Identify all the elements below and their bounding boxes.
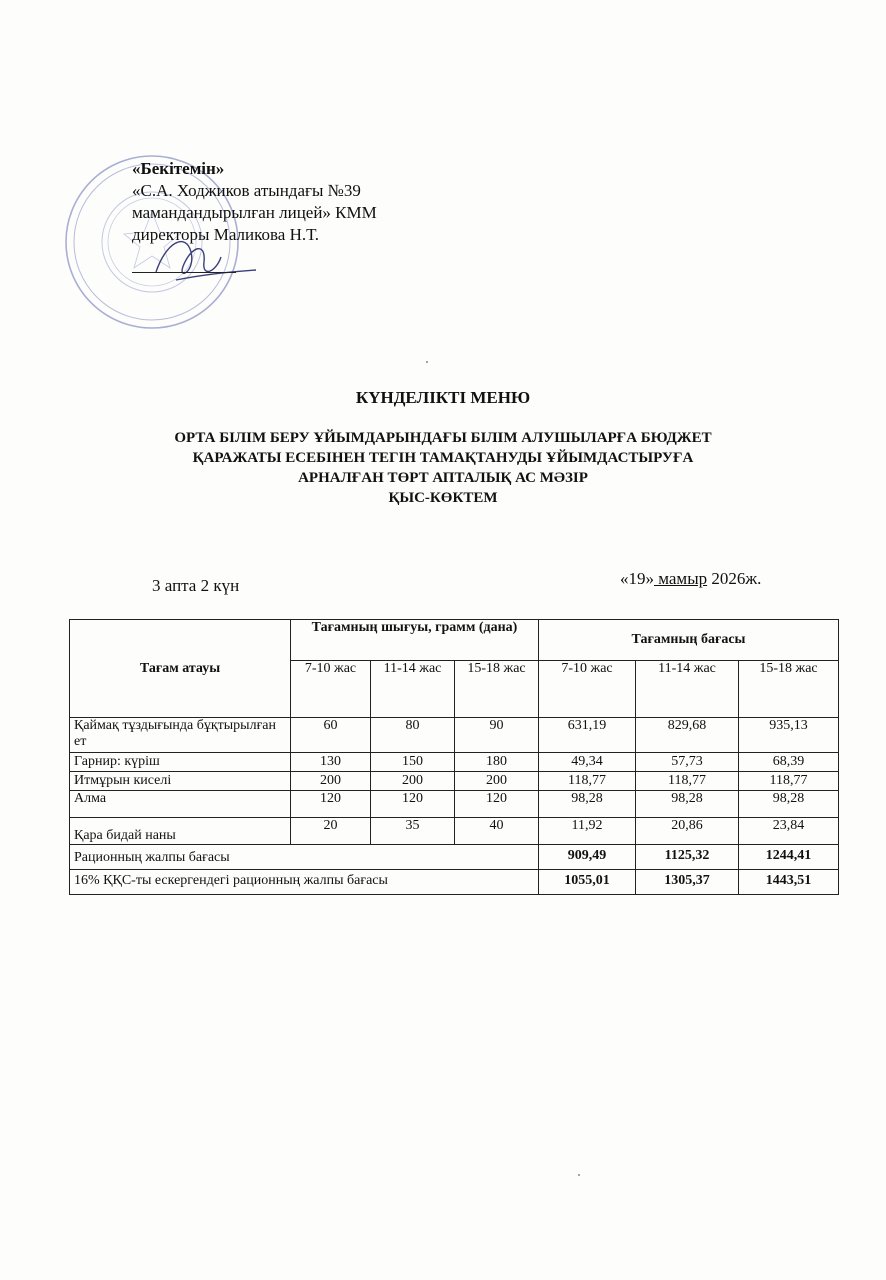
price-cell: 98,28 (636, 791, 739, 818)
output-cell: 40 (455, 818, 539, 845)
total-row (70, 845, 839, 870)
price-cell: 631,19 (539, 718, 636, 753)
total-price-cell: 1244,41 (739, 845, 839, 870)
week-day-label: 3 апта 2 күн (152, 576, 240, 595)
price-cell: 98,28 (739, 791, 839, 818)
header-output-age: 15-18 жас (455, 661, 539, 718)
vat-total-price-cell: 1305,37 (636, 870, 739, 895)
price-cell: 935,13 (739, 718, 839, 753)
output-cell: 200 (455, 772, 539, 791)
table-header-row (70, 620, 839, 661)
price-cell: 118,77 (636, 772, 739, 791)
approval-line-2: мамандандырылған лицей» КММ (132, 203, 377, 222)
output-cell: 120 (371, 791, 455, 818)
approval-line-3: директоры Маликова Н.Т. (132, 225, 320, 244)
price-cell: 57,73 (636, 753, 739, 772)
table-row (70, 753, 839, 772)
header-output-age: 7-10 жас (291, 661, 371, 718)
header-price-age: 7-10 жас (539, 661, 636, 718)
table-row (70, 718, 839, 753)
header-output-group: Тағамның шығуы, грамм (дана) (291, 620, 539, 661)
price-cell: 118,77 (539, 772, 636, 791)
dish-name: Алма (70, 791, 291, 818)
output-cell: 150 (371, 753, 455, 772)
scan-speck (578, 1174, 580, 1176)
header-price-group: Тағамның бағасы (539, 620, 839, 661)
output-cell: 200 (291, 772, 371, 791)
table-row (70, 772, 839, 791)
output-cell: 200 (371, 772, 455, 791)
dish-name: Қара бидай наны (70, 818, 291, 845)
vat-total-label: 16% ҚҚС-ты ескергендегі рационның жалпы бағасы (70, 870, 539, 895)
output-cell: 130 (291, 753, 371, 772)
header-price-age: 11-14 жас (636, 661, 739, 718)
date-year: 2026ж. (707, 569, 762, 588)
output-cell: 80 (371, 718, 455, 753)
vat-total-row (70, 870, 839, 895)
price-cell: 829,68 (636, 718, 739, 753)
subtitle-line-1: ОРТА БІЛІМ БЕРУ ҰЙЫМДАРЫНДАҒЫ БІЛІМ АЛУШЫЛАРҒА БЮДЖЕТ (174, 430, 712, 446)
table-row (70, 791, 839, 818)
total-label: Рационның жалпы бағасы (70, 845, 539, 870)
price-cell: 23,84 (739, 818, 839, 845)
menu-table (69, 619, 839, 895)
price-cell: 118,77 (739, 772, 839, 791)
vat-total-price-cell: 1443,51 (739, 870, 839, 895)
dish-name: Гарнир: күріш (70, 753, 291, 772)
signature-line (132, 254, 236, 273)
output-cell: 35 (371, 818, 455, 845)
table-row (70, 818, 839, 845)
subtitle-line-3: АРНАЛҒАН ТӨРТ АПТАЛЫҚ АС МӘЗІР (298, 470, 588, 486)
approval-heading: «Бекітемін» (132, 159, 225, 178)
approval-block (132, 158, 377, 273)
dish-name: Итмұрын киселі (70, 772, 291, 791)
output-cell: 60 (291, 718, 371, 753)
scan-speck (426, 361, 428, 363)
subtitle-line-2: ҚАРАЖАТЫ ЕСЕБІНЕН ТЕГІН ТАМАҚТАНУДЫ ҰЙЫМДАСТЫРУҒА (192, 450, 694, 466)
header-price-age: 15-18 жас (739, 661, 839, 718)
page-title: КҮНДЕЛІКТІ МЕНЮ (355, 388, 531, 407)
header-dish-name: Тағам атауы (70, 620, 291, 718)
total-price-cell: 1125,32 (636, 845, 739, 870)
header-output-age: 11-14 жас (371, 661, 455, 718)
date-day: «19» (620, 569, 654, 588)
output-cell: 120 (455, 791, 539, 818)
price-cell: 20,86 (636, 818, 739, 845)
page-subtitle (0, 428, 886, 508)
price-cell: 68,39 (739, 753, 839, 772)
price-cell: 49,34 (539, 753, 636, 772)
vat-total-price-cell: 1055,01 (539, 870, 636, 895)
total-price-cell: 909,49 (539, 845, 636, 870)
price-cell: 98,28 (539, 791, 636, 818)
subtitle-line-4: ҚЫС-КӨКТЕМ (388, 490, 498, 506)
approval-line-1: «С.А. Ходжиков атындағы №39 (132, 181, 361, 200)
document-date (620, 569, 761, 589)
date-month: мамыр (654, 569, 708, 588)
dish-name: Қаймақ тұздығында бұқтырылған ет (70, 718, 291, 753)
output-cell: 120 (291, 791, 371, 818)
price-cell: 11,92 (539, 818, 636, 845)
output-cell: 90 (455, 718, 539, 753)
output-cell: 20 (291, 818, 371, 845)
output-cell: 180 (455, 753, 539, 772)
